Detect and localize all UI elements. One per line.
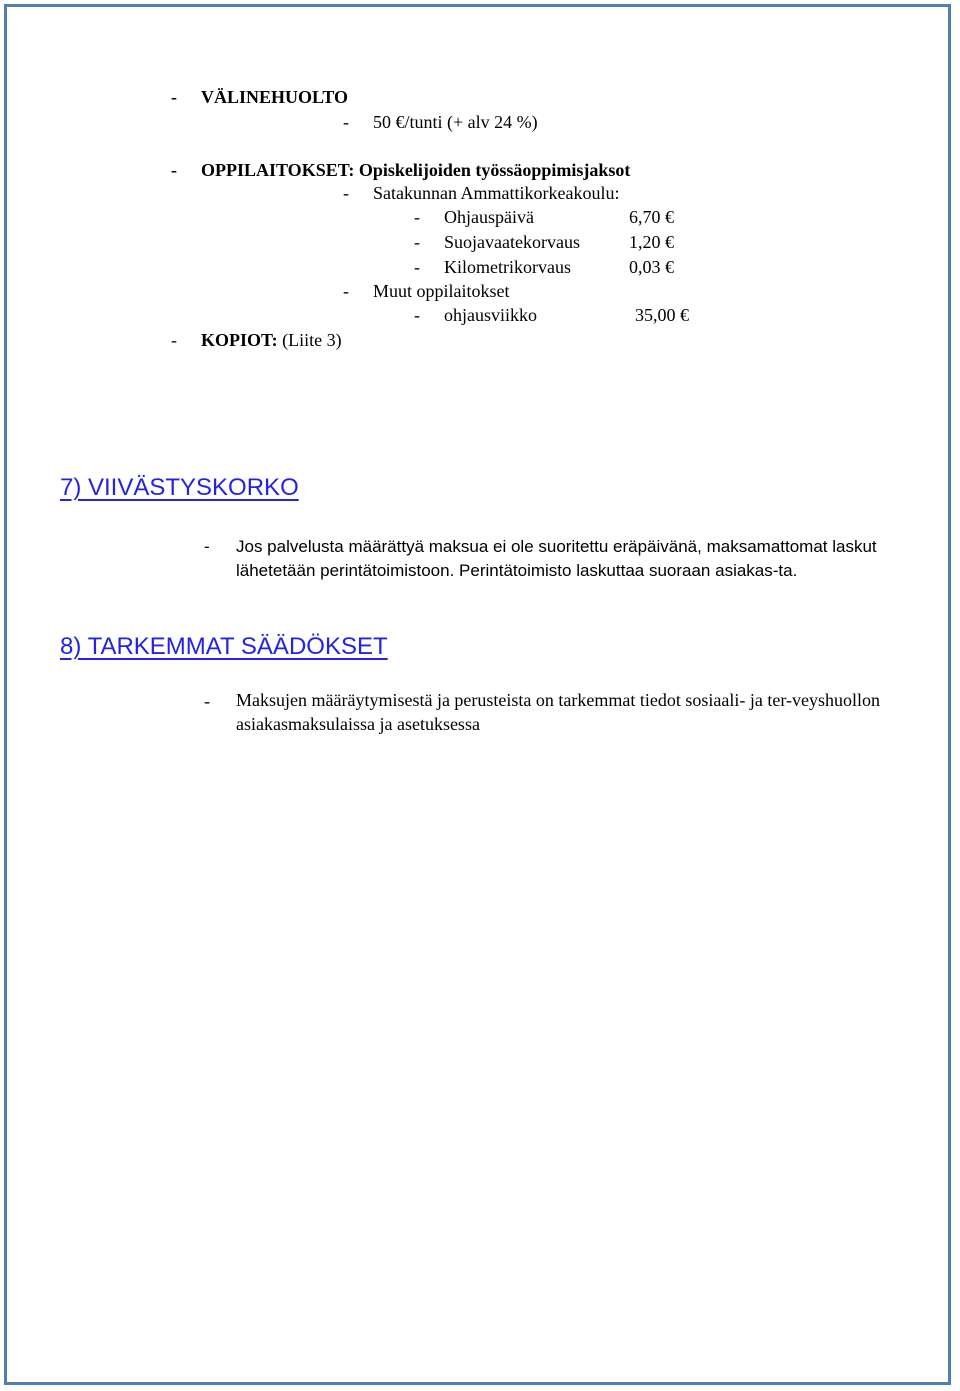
fee-label: Suojavaatekorvaus [444, 232, 580, 252]
kopiot-row [171, 330, 342, 350]
bullet-dash: - [171, 160, 177, 180]
bullet-dash: - [414, 232, 420, 252]
section-8-heading: 8) TARKEMMAT SÄÄDÖKSET [60, 633, 388, 660]
kopiot-title: KOPIOT: [201, 330, 278, 350]
valinehuolto-title: VÄLINEHUOLTO [201, 87, 349, 107]
fee-row [414, 207, 674, 227]
oppilaitokset-title: OPPILAITOKSET: [201, 160, 355, 180]
bullet-dash: - [204, 537, 210, 556]
bullet-dash: - [171, 87, 177, 107]
bullet-dash: - [414, 207, 420, 227]
muut-row [343, 281, 510, 301]
section-7-heading: 7) VIIVÄSTYSKORKO [60, 474, 299, 501]
fee-label: Ohjauspäivä [444, 207, 534, 227]
fee-row [414, 232, 674, 252]
section-7-text: Jos palvelusta määrättyä maksua ei ole suoritettu eräpäivänä, maksamattomat laskut lähetetään perintätoimistoon. Perintätoimisto laskuttaa suoraan asiakas-ta. [236, 537, 877, 580]
fee-price: 1,20 € [629, 232, 674, 252]
oppilaitokset-title-row [171, 160, 631, 180]
bullet-dash: - [343, 112, 349, 132]
fee-price: 0,03 € [629, 257, 674, 277]
fee-row [414, 305, 689, 325]
bullet-dash: - [343, 281, 349, 301]
muut-label: Muut oppilaitokset [373, 281, 510, 301]
fee-row [414, 257, 674, 277]
fee-price: 35,00 € [635, 305, 689, 325]
satakunta-label: Satakunnan Ammattikorkeakoulu: [373, 183, 620, 203]
oppilaitokset-subtitle: Opiskelijoiden työssäoppimisjaksot [358, 160, 631, 180]
bullet-dash: - [414, 305, 420, 325]
satakunta-row [343, 183, 620, 203]
bullet-dash: - [343, 183, 349, 203]
fee-label: ohjausviikko [444, 305, 537, 325]
bullet-dash: - [414, 257, 420, 277]
valinehuolto-title-row [171, 87, 349, 107]
valinehuolto-price: 50 €/tunti (+ alv 24 %) [373, 112, 538, 132]
fee-price: 6,70 € [629, 207, 674, 227]
valinehuolto-price-row [343, 112, 538, 132]
bullet-dash: - [204, 691, 210, 711]
bullet-dash: - [171, 330, 177, 350]
kopiot-note: (Liite 3) [282, 330, 342, 350]
fee-label: Kilometrikorvaus [444, 257, 571, 277]
section-8-text: Maksujen määräytymisestä ja perusteista on tarkemmat tiedot sosiaali- ja ter-veyshuollon asiakasmaksulaissa ja asetuksessa [236, 690, 880, 734]
